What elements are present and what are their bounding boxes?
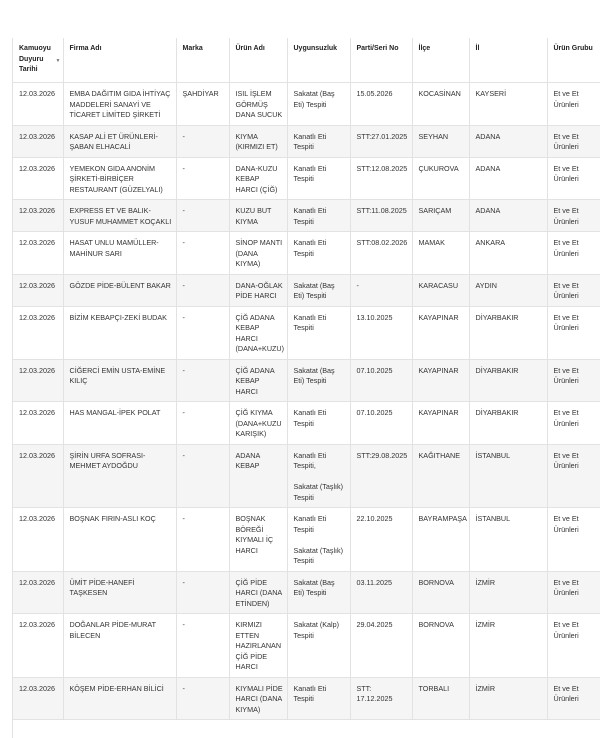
cell-lot: 22.10.2025 — [350, 508, 412, 572]
cell-city: AYDIN — [469, 274, 547, 306]
cell-group: Et ve Et Ürünleri — [547, 444, 600, 508]
cell-issue — [287, 200, 350, 232]
cell-district: KARACASU — [412, 274, 469, 306]
cell-date: 12.03.2026 — [13, 677, 63, 720]
cell-issue-text: Kanatlı Eti Tespiti, — [293, 450, 327, 470]
cell-brand: - — [176, 508, 229, 572]
cell-lot: STT:29.08.2025 — [350, 444, 412, 508]
cell-district: KAYAPINAR — [412, 359, 469, 402]
cell-lot: STT:12.08.2025 — [350, 157, 412, 200]
cell-lot: 29.04.2025 — [350, 614, 412, 678]
cell-issue-text: Kanatlı Eti Tespiti — [293, 514, 327, 534]
cell-group: Et ve Et Ürünleri — [547, 157, 600, 200]
cell-product: KIRMIZI ETTEN HAZIRLANAN ÇİĞ PİDE HARCI — [229, 614, 287, 678]
cell-date: 12.03.2026 — [13, 402, 63, 445]
cell-issue-text: Kanatlı Eti Tespiti — [293, 163, 327, 183]
cell-city: ADANA — [469, 125, 547, 157]
cell-lot: STT:27.01.2025 — [350, 125, 412, 157]
header-district[interactable]: İlçe — [412, 38, 469, 83]
table-header-row — [13, 38, 600, 83]
cell-date: 12.03.2026 — [13, 359, 63, 402]
cell-lot: 03.11.2025 — [350, 571, 412, 614]
header-group[interactable]: Ürün Grubu — [547, 38, 600, 83]
cell-brand: - — [176, 677, 229, 720]
cell-lot: 07.10.2025 — [350, 359, 412, 402]
cell-group: Et ve Et Ürünleri — [547, 402, 600, 445]
cell-issue-gap — [294, 472, 347, 483]
cell-product: DANA-OĞLAK PİDE HARCI — [229, 274, 287, 306]
cell-product: ISIL İŞLEM GÖRMÜŞ DANA SUCUK — [229, 83, 287, 126]
table-row — [13, 157, 600, 200]
header-date-label: Kamuoyu Duyuru Tarihi — [19, 45, 51, 73]
cell-city: İZMİR — [469, 571, 547, 614]
cell-date: 12.03.2026 — [13, 200, 63, 232]
cell-brand: - — [176, 125, 229, 157]
header-brand[interactable]: Marka — [176, 38, 229, 83]
cell-brand: - — [176, 571, 229, 614]
cell-product: ÇİĞ ADANA KEBAP HARCI — [229, 359, 287, 402]
cell-district: BORNOVA — [412, 614, 469, 678]
cell-date: 12.03.2026 — [13, 508, 63, 572]
cell-lot: STT:11.08.2025 — [350, 200, 412, 232]
cell-product: KUZU BUT KIYMA — [229, 200, 287, 232]
cell-city: İZMİR — [469, 614, 547, 678]
table-row — [13, 402, 600, 445]
cell-brand: - — [176, 614, 229, 678]
table-row — [13, 444, 600, 508]
cell-product: ÇİĞ ADANA KEBAP HARCI (DANA+KUZU) — [229, 306, 287, 359]
cell-city: İSTANBUL — [469, 444, 547, 508]
cell-firm: DOĞANLAR PİDE-MURAT BİLECEN — [63, 614, 176, 678]
recall-table — [13, 38, 600, 720]
cell-lot: STT:08.02.2026 — [350, 232, 412, 275]
cell-issue — [287, 274, 350, 306]
cell-lot: 15.05.2026 — [350, 83, 412, 126]
table-row — [13, 571, 600, 614]
cell-firm: HAS MANGAL-İPEK POLAT — [63, 402, 176, 445]
cell-issue — [287, 677, 350, 720]
cell-firm: YEMEKON GIDA ANONİM ŞİRKETİ-BİRBİÇER RESTAURANT (GÜZELYALI) — [63, 157, 176, 200]
cell-group: Et ve Et Ürünleri — [547, 614, 600, 678]
cell-date: 12.03.2026 — [13, 614, 63, 678]
cell-issue-extra-text: Sakatat (Taşlık) Tespiti — [293, 482, 344, 502]
cell-product: ADANA KEBAP — [229, 444, 287, 508]
cell-lot: 13.10.2025 — [350, 306, 412, 359]
cell-product: DANA-KUZU KEBAP HARCI (ÇİĞ) — [229, 157, 287, 200]
cell-firm: BOŞNAK FIRIN-ASLI KOÇ — [63, 508, 176, 572]
cell-group: Et ve Et Ürünleri — [547, 306, 600, 359]
cell-brand: - — [176, 274, 229, 306]
cell-issue-text: Kanatlı Eti Tespiti — [293, 206, 327, 226]
cell-brand: - — [176, 232, 229, 275]
header-firm[interactable]: Firma Adı — [63, 38, 176, 83]
cell-city: İSTANBUL — [469, 508, 547, 572]
cell-district: TORBALI — [412, 677, 469, 720]
header-city[interactable]: İl — [469, 38, 547, 83]
cell-brand: - — [176, 359, 229, 402]
cell-issue — [287, 359, 350, 402]
cell-city: ADANA — [469, 157, 547, 200]
cell-city: ANKARA — [469, 232, 547, 275]
header-date[interactable] — [13, 38, 63, 83]
cell-brand: - — [176, 402, 229, 445]
cell-product: KIYMALI PİDE HARCI (DANA KIYMA) — [229, 677, 287, 720]
cell-group: Et ve Et Ürünleri — [547, 508, 600, 572]
cell-firm: KÖŞEM PİDE-ERHAN BİLİCİ — [63, 677, 176, 720]
cell-product: ÇİĞ KIYMA (DANA+KUZU KARIŞIK) — [229, 402, 287, 445]
cell-issue-text: Kanatlı Eti Tespiti — [293, 312, 327, 332]
cell-brand: - — [176, 157, 229, 200]
cell-group: Et ve Et Ürünleri — [547, 232, 600, 275]
cell-group: Et ve Et Ürünleri — [547, 200, 600, 232]
cell-city: İZMİR — [469, 677, 547, 720]
cell-issue — [287, 157, 350, 200]
cell-issue-text: Kanatlı Eti Tespiti — [293, 408, 327, 428]
cell-firm: GÖZDE PİDE-BÜLENT BAKAR — [63, 274, 176, 306]
cell-issue — [287, 614, 350, 678]
cell-brand: - — [176, 200, 229, 232]
cell-group: Et ve Et Ürünleri — [547, 359, 600, 402]
cell-firm: ÜMİT PİDE-HANEFİ TAŞKESEN — [63, 571, 176, 614]
cell-date: 12.03.2026 — [13, 125, 63, 157]
cell-firm: BİZİM KEBAPÇI-ZEKİ BUDAK — [63, 306, 176, 359]
cell-city: ADANA — [469, 200, 547, 232]
cell-issue-text: Sakatat (Baş Eti) Tespiti — [293, 89, 335, 109]
cell-district: SARIÇAM — [412, 200, 469, 232]
cell-issue — [287, 232, 350, 275]
table-row — [13, 200, 600, 232]
cell-issue-text: Sakatat (Baş Eti) Tespiti — [293, 577, 335, 597]
cell-firm: HASAT UNLU MAMÜLLER-MAHİNUR SARI — [63, 232, 176, 275]
cell-product: ÇİĞ PİDE HARCI (DANA ETİNDEN) — [229, 571, 287, 614]
cell-group: Et ve Et Ürünleri — [547, 83, 600, 126]
cell-district: MAMAK — [412, 232, 469, 275]
cell-city: DİYARBAKIR — [469, 402, 547, 445]
cell-issue — [287, 83, 350, 126]
cell-group: Et ve Et Ürünleri — [547, 274, 600, 306]
cell-lot: STT: 17.12.2025 — [350, 677, 412, 720]
cell-lot: - — [350, 274, 412, 306]
cell-issue — [287, 508, 350, 572]
cell-issue-text: Sakatat (Baş Eti) Tespiti — [293, 365, 335, 385]
cell-district: KAĞITHANE — [412, 444, 469, 508]
cell-date: 12.03.2026 — [13, 157, 63, 200]
cell-brand: ŞAHDİYAR — [176, 83, 229, 126]
cell-group: Et ve Et Ürünleri — [547, 125, 600, 157]
cell-district: KOCASİNAN — [412, 83, 469, 126]
table-row — [13, 232, 600, 275]
cell-issue — [287, 444, 350, 508]
cell-date: 12.03.2026 — [13, 444, 63, 508]
table-body — [13, 83, 600, 720]
cell-district: BAYRAMPAŞA — [412, 508, 469, 572]
table-row — [13, 614, 600, 678]
cell-date: 12.03.2026 — [13, 83, 63, 126]
header-product[interactable]: Ürün Adı — [229, 38, 287, 83]
cell-date: 12.03.2026 — [13, 232, 63, 275]
cell-district: KAYAPINAR — [412, 402, 469, 445]
cell-issue — [287, 571, 350, 614]
cell-city: DİYARBAKIR — [469, 306, 547, 359]
table-row — [13, 508, 600, 572]
cell-product: KIYMA (KIRMIZI ET) — [229, 125, 287, 157]
cell-issue — [287, 125, 350, 157]
cell-city: KAYSERİ — [469, 83, 547, 126]
cell-district: ÇUKUROVA — [412, 157, 469, 200]
cell-issue-text: Kanatlı Eti Tespiti — [293, 683, 327, 703]
cell-district: SEYHAN — [412, 125, 469, 157]
cell-product: BOŞNAK BÖREĞİ KIYMALI İÇ HARCI — [229, 508, 287, 572]
cell-group: Et ve Et Ürünleri — [547, 571, 600, 614]
cell-issue — [287, 402, 350, 445]
recall-table-container — [12, 38, 600, 738]
cell-brand: - — [176, 444, 229, 508]
table-row — [13, 83, 600, 126]
cell-firm: EXPRESS ET VE BALIK-YUSUF MUHAMMET KOÇAKLI — [63, 200, 176, 232]
header-issue[interactable]: Uygunsuzluk — [287, 38, 350, 83]
cell-issue-text: Kanatlı Eti Tespiti — [293, 238, 327, 258]
cell-date: 12.03.2026 — [13, 306, 63, 359]
cell-date: 12.03.2026 — [13, 274, 63, 306]
sort-arrows-icon[interactable]: ▼ — [55, 58, 61, 64]
table-row — [13, 677, 600, 720]
cell-brand: - — [176, 306, 229, 359]
cell-issue-text: Kanatlı Eti Tespiti — [293, 131, 327, 151]
cell-issue-extra-text: Sakatat (Taşlık) Tespiti — [293, 545, 344, 565]
cell-issue-text: Sakatat (Kalp) Tespiti — [293, 620, 340, 640]
cell-district: BORNOVA — [412, 571, 469, 614]
cell-product: SİNOP MANTI (DANA KIYMA) — [229, 232, 287, 275]
cell-firm: ŞİRİN URFA SOFRASI-MEHMET AYDOĞDU — [63, 444, 176, 508]
table-row — [13, 359, 600, 402]
cell-issue — [287, 306, 350, 359]
table-row — [13, 125, 600, 157]
cell-group: Et ve Et Ürünleri — [547, 677, 600, 720]
cell-firm: KASAP ALİ ET ÜRÜNLERİ-ŞABAN ELHACALİ — [63, 125, 176, 157]
table-row — [13, 306, 600, 359]
cell-firm: EMBA DAĞITIM GIDA İHTİYAÇ MADDELERİ SANAYİ VE TİCARET LİMİTED ŞİRKETİ — [63, 83, 176, 126]
cell-district: KAYAPINAR — [412, 306, 469, 359]
table-row — [13, 274, 600, 306]
header-lot[interactable]: Parti/Seri No — [350, 38, 412, 83]
cell-issue-text: Sakatat (Baş Eti) Tespiti — [293, 280, 335, 300]
cell-date: 12.03.2026 — [13, 571, 63, 614]
cell-firm: CİĞERCİ EMİN USTA-EMİNE KILIÇ — [63, 359, 176, 402]
cell-issue-gap — [294, 535, 347, 546]
cell-lot: 07.10.2025 — [350, 402, 412, 445]
cell-city: DİYARBAKIR — [469, 359, 547, 402]
